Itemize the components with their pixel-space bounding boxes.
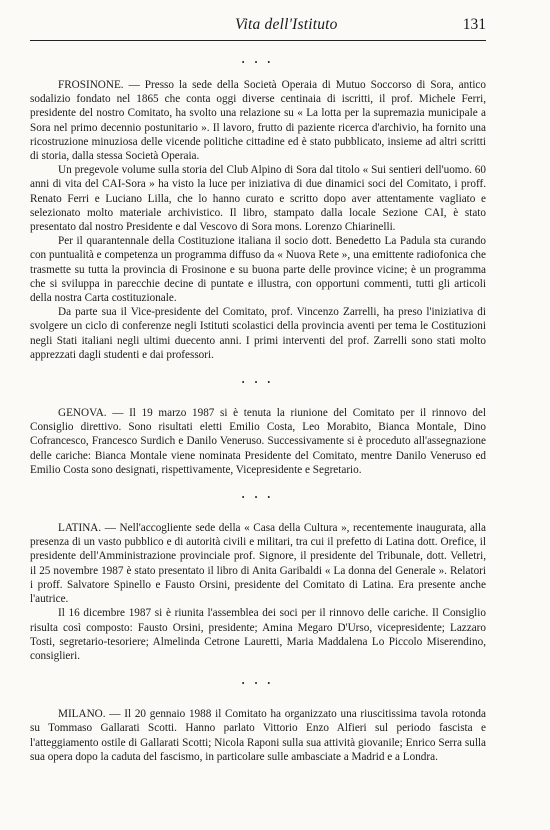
paragraph: Il 16 dicembre 1987 si è riunita l'assemblea dei soci per il rinnovo delle cariche. Il Consiglio risulta così composto: Fausto Orsini, presidente; Amina Megaro D'Urso, vicepresidente; Lazzaro Tosti, segretario-tesoriere; Almelinda Cetrone Lauretti, Maria Maddalena Lo Piccolo Miserendino, consiglieri. (30, 607, 486, 662)
section-milano (30, 707, 486, 764)
paragraph: Da parte sua il Vice-presidente del Comitato, prof. Vincenzo Zarrelli, ha preso l'iniziativa di svolgere un ciclo di conferenze negli Istituti scolastici della provincia aventi per tema le Costituzioni negli Stati italiani negli ultimi duecento anni. I primi interventi del prof. Zarrelli sono stati molto apprezzati dagli studenti e dai professori. (30, 306, 486, 361)
running-title: Vita dell'Istituto (235, 16, 338, 33)
paragraph: LATINA. — Nell'accogliente sede della « Casa della Cultura », recentemente inaugurata, alla presenza di un vasto pubblico e di autorità civili e militari, tra cui il prefetto di Latina dott. Orefice, il presidente dell'Amministrazione provinciale prof. Signore, il presidente del Tribunale, dott. Velletri, il 25 novembre 1987 è stato presentato il libro di Anita Garibaldi « La donna del Generale ». Relatori i proff. Salvatore Spinello e Fausto Orsini, presidente del Comitato di Latina. Era presente anche l'autrice. (30, 522, 486, 606)
section-frosinone (30, 78, 486, 362)
article-body (30, 56, 486, 764)
section-latina (30, 521, 486, 663)
paragraph: GENOVA. — Il 19 marzo 1987 si è tenuta la riunione del Comitato per il rinnovo del Consiglio direttivo. Sono risultati eletti Emilio Costa, Leo Morabito, Bianca Montale, Dino Cofrancesco, Francesco Surdich e Danilo Veneruso. Successivamente si è proceduto all'assegnazione delle cariche: Bianca Montale viene nominata Presidente del Comitato, mentre Danilo Veneruso ed Emilio Costa sono designati, rispettivamente, Vicepresidente e Segretario. (30, 407, 486, 476)
section-separator: • • • (241, 493, 275, 503)
page-number: 131 (462, 16, 486, 33)
section-separator: • • • (241, 58, 275, 67)
paragraph: Un pregevole volume sulla storia del Club Alpino di Sora dal titolo « Sui sentieri dell'uomo. 60 anni di vita del CAI-Sora » ha visto la luce per iniziativa di due dinamici soci del Comitato, i proff. Renato Ferri e Luciano Lilla, che lo hanno curato e scritto dopo aver attentamente vagliato e selezionato molto materiale archivistico. Il libro, stampato dalla locale Sezione CAI, è stato presentato dal nostro Presidente e dal Vescovo di Sora mons. Lorenzo Chiarinelli. (30, 164, 486, 234)
section-separator: • • • (241, 679, 275, 689)
page-header (30, 16, 486, 41)
paragraph: Per il quarantennale della Costituzione italiana il socio dott. Benedetto La Padula sta curando con puntualità e competenza un programma diffuso da « Nuova Rete », una emittente radiofonica che trasmette su tutta la provincia di Frosinone e su buona parte delle province vicine; è un programma che si sviluppa in parecchie decine di puntate e illustra, con opportuni commenti, tutti gli articoli della nostra Carta costituzionale. (30, 235, 486, 305)
paragraph: MILANO. — Il 20 gennaio 1988 il Comitato ha organizzato una riuscitissima tavola rotonda su Tommaso Gallarati Scotti. Hanno parlato Vittorio Enzo Alfieri sul periodo fascista e l'atteggiamento ostile di Gallarati Scotti; Nicola Raponi sulla sua attività giovanile; Enrico Serra sulla sua opera dopo la caduta del fascismo, in particolare sulle ambasciate a Madrid e a Londra. (30, 708, 486, 763)
paragraph: FROSINONE. — Presso la sede della Società Operaia di Mutuo Soccorso di Sora, antico sodalizio fondato nel 1865 che conta oggi diverse centinaia di iscritti, il prof. Michele Ferri, presidente del nostro Comitato, ha svolto una relazione su « La lotta per la supremazia municipale a Sora nel primo decennio postunitario ». Il lavoro, frutto di paziente ricerca d'archivio, ha fornito una ricostruzione minuziosa delle vicende politiche cittadine ed è stato pubblicato, insieme ad altri scritti di storia, dalla stessa Società Operaia. (30, 79, 486, 163)
section-separator: • • • (241, 378, 275, 388)
section-genova (30, 406, 486, 477)
